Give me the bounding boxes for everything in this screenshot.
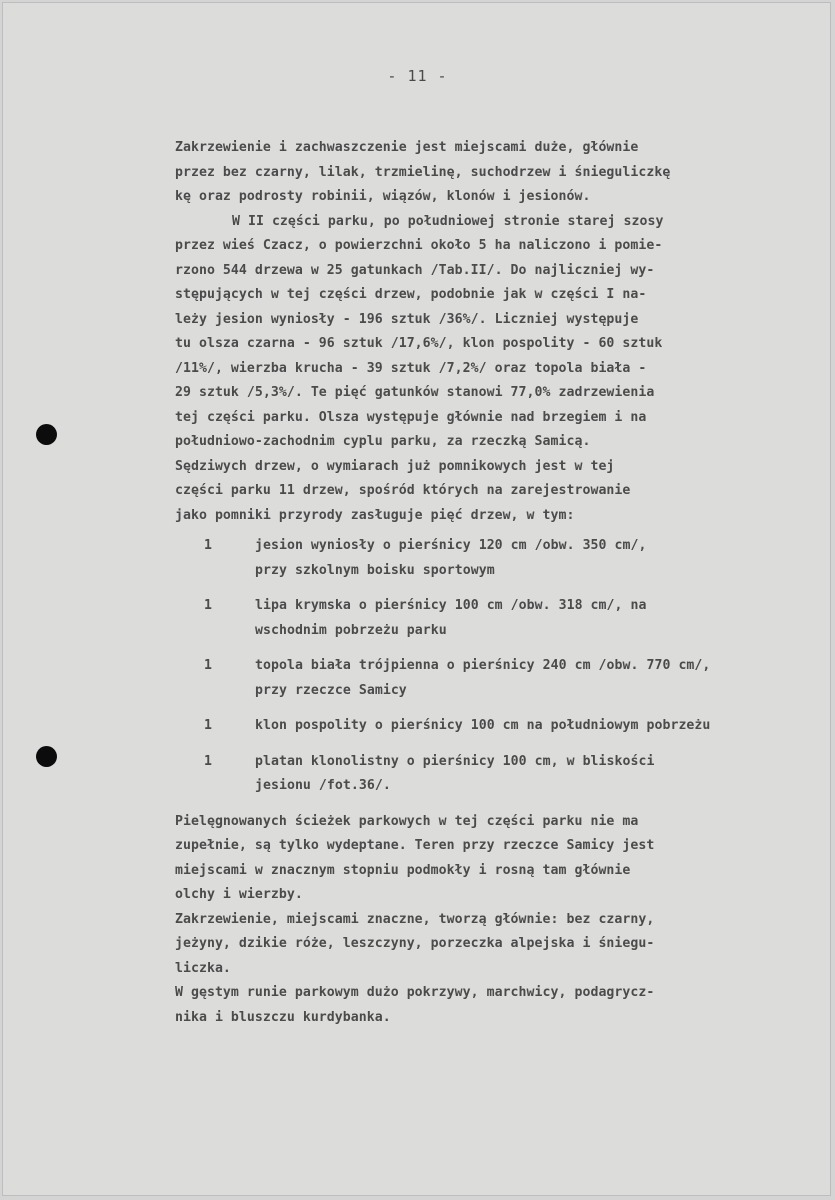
- text-line: miejscami w znacznym stopniu podmokły i rosną tam głównie: [175, 862, 631, 878]
- paragraph-intro: [175, 136, 815, 210]
- item-description: [255, 750, 654, 799]
- text-line: leży jesion wyniosły - 196 sztuk /36%/. Liczniej występuje: [175, 311, 639, 327]
- text-line: tu olsza czarna - 96 sztuk /17,6%/, klon pospolity - 60 sztuk: [175, 336, 663, 351]
- list-item: [175, 714, 815, 739]
- text-line: liczka.: [175, 960, 231, 976]
- text-line: przez bez czarny, lilak, trzmielinę, suchodrzew i śnieguliczkę: [175, 164, 671, 180]
- text-line: jeżyny, dzikie róże, leszczyny, porzeczka alpejska i śniegu-: [175, 936, 655, 951]
- text-line: jesion wyniosły o pierśnicy 120 cm /obw. 350 cm/,: [255, 538, 647, 553]
- list-item: [175, 594, 815, 643]
- text-line: /11%/, wierzba krucha - 39 sztuk /7,2%/ oraz topola biała -: [175, 360, 647, 376]
- text-line: W II części parku, po południowej stronie starej szosy: [232, 213, 664, 229]
- text-line: Sędziwych drzew, o wymiarach już pomnikowych jest w tej: [175, 458, 615, 474]
- item-quantity: 1: [204, 718, 212, 733]
- item-description: [255, 714, 710, 739]
- item-description: [255, 594, 647, 643]
- punch-hole-top: [36, 424, 57, 445]
- item-description: [255, 534, 647, 583]
- item-quantity: 1: [204, 598, 212, 613]
- text-line: tej części parku. Olsza występuje głównie nad brzegiem i na: [175, 409, 647, 425]
- list-item: [175, 654, 815, 703]
- text-line: platan klonolistny o pierśnicy 100 cm, w bliskości: [255, 753, 655, 769]
- text-line: wschodnim pobrzeżu parku: [255, 622, 447, 638]
- punch-hole-bottom: [36, 746, 57, 767]
- text-line: jako pomniki przyrody zasługuje pięć drzew, w tym:: [175, 507, 575, 523]
- text-line: przez wieś Czacz, o powierzchni około 5 ha naliczono i pomie-: [175, 238, 663, 253]
- text-line: jesionu /fot.36/.: [255, 778, 391, 793]
- text-line: Pielęgnowanych ścieżek parkowych w tej części parku nie ma: [175, 813, 639, 829]
- page-number: - 11 -: [387, 67, 448, 85]
- text-line: nika i bluszczu kurdybanka.: [175, 1009, 391, 1025]
- text-line: Zakrzewienie i zachwaszczenie jest miejscami duże, głównie: [175, 140, 639, 155]
- body-text: [175, 136, 815, 1030]
- text-line: olchy i wierzby.: [175, 887, 303, 902]
- text-line: lipa krymska o pierśnicy 100 cm /obw. 318 cm/, na: [255, 598, 647, 613]
- text-line: przy szkolnym boisku sportowym: [255, 562, 495, 578]
- text-line: stępujących w tej części drzew, podobnie jak w części I na-: [175, 287, 647, 302]
- text-line: topola biała trójpienna o pierśnicy 240 cm /obw. 770 cm/,: [255, 658, 711, 673]
- monument-trees-list: [175, 534, 815, 799]
- text-line: części parku 11 drzew, spośród których na zarejestrowanie: [175, 483, 631, 498]
- item-quantity: 1: [204, 753, 212, 769]
- text-line: 29 sztuk /5,3%/. Te pięć gatunków stanowi 77,0% zadrzewienia: [175, 385, 655, 400]
- text-line: przy rzeczce Samicy: [255, 682, 407, 698]
- item-description: [255, 654, 710, 703]
- document-page: [2, 2, 831, 1196]
- text-line: południowo-zachodnim cyplu parku, za rzeczką Samicą.: [175, 434, 591, 449]
- list-item: [175, 534, 815, 583]
- text-line: zupełnie, są tylko wydeptane. Teren przy rzeczce Samicy jest: [175, 838, 655, 853]
- item-quantity: 1: [204, 538, 212, 553]
- text-line: rzono 544 drzewa w 25 gatunkach /Tab.II/. Do najliczniej wy-: [175, 262, 655, 278]
- text-line: kę oraz podrosty robinii, wiązów, klonów i jesionów.: [175, 189, 591, 204]
- item-quantity: 1: [204, 658, 212, 673]
- paragraph-paths-and-shrubs: [175, 810, 815, 1031]
- list-item: [175, 750, 815, 799]
- paragraph-part-two: [175, 210, 815, 529]
- text-line: Zakrzewienie, miejscami znaczne, tworzą głównie: bez czarny,: [175, 911, 655, 927]
- text-line: W gęstym runie parkowym dużo pokrzywy, marchwicy, podagrycz-: [175, 985, 655, 1000]
- text-line: klon pospolity o pierśnicy 100 cm na południowym pobrzeżu: [255, 718, 711, 733]
